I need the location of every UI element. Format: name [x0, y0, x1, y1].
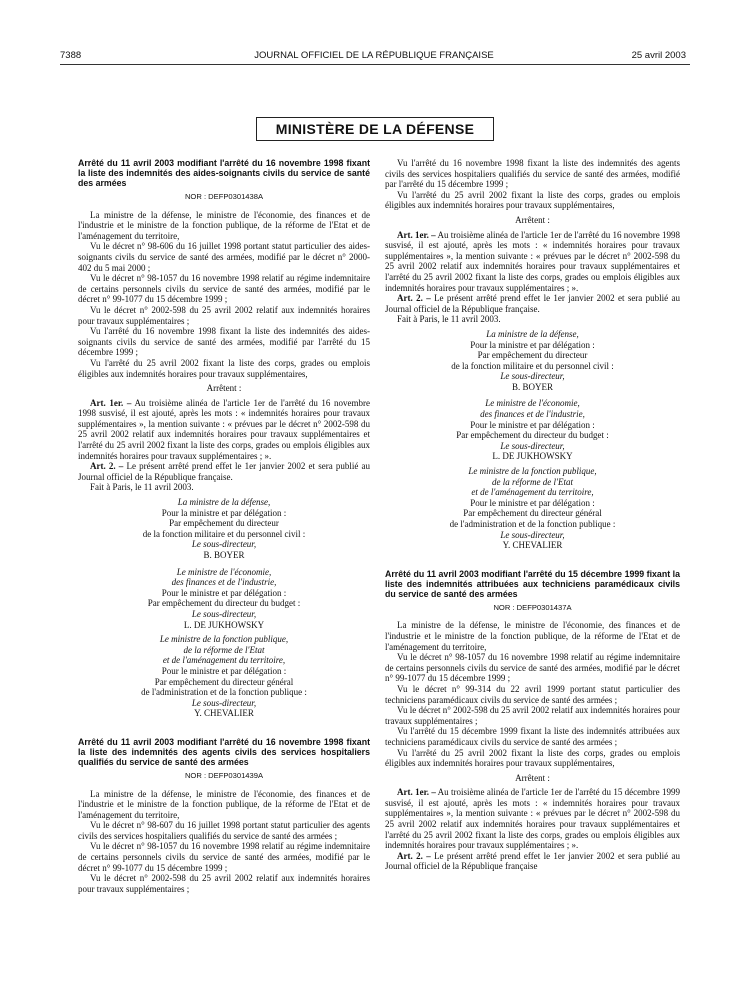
paragraph: Vu le décret n° 2002-598 du 25 avril 2002 relatif aux indemnités horaires pour travaux supplémentaires ; [78, 873, 370, 894]
left-column [78, 158, 370, 894]
signature-line: Par empêchement du directeur [169, 518, 279, 529]
signature-line: de la fonction militaire et du personnel civil : [142, 528, 306, 539]
article-label: Art. 2. – [90, 461, 124, 472]
signatory-name: L. DE JUKHOWSKY [492, 451, 573, 462]
paragraph: La ministre de la défense, le ministre de l'économie, des finances et de l'industrie et le ministre de la fonction publique, de la réforme de l'Etat et de l'aménagement du territoire, [78, 209, 370, 241]
paragraph: Vu l'arrêté du 15 décembre 1999 fixant la liste des indemnités attribuées aux techniciens paramédicaux civils du service de santé des armées ; [385, 726, 680, 747]
signature-line: Par empêchement du directeur général [154, 676, 294, 687]
article-text: Au troisième alinéa de l'article 1er de l'arrêté du 15 décembre 1999 susvisé, il est ajouté, après les mots : « indemnités horaires pour travaux supplémentaires », la mention suivante : « prévues par le décret n° 2002-598 du 25 avril 2002 relatif aux indemnités horaires pour travaux supplémentaires et l'arrêté du 25 avril 2002 fixant la liste des corps, grades ou emplois éligibles aux indemnités horaires pour travaux supplémentaires ; ». [385, 787, 680, 851]
article-text: Le présent arrêté prend effet le 1er janvier 2002 et sera publié au Journal officiel de la République française [385, 850, 680, 872]
signatory-name: L. DE JUKHOWSKY [183, 619, 265, 630]
paragraph: Vu l'arrêté du 25 avril 2002 fixant la liste des corps, grades ou emplois éligibles aux indemnités horaires pour travaux supplémentaires, [78, 357, 370, 379]
signature-line: Par empêchement du directeur du budget : [147, 598, 301, 609]
signature-line: Pour la ministre et par délégation : [470, 339, 595, 350]
signature-line: Le sous-directeur, [500, 529, 565, 540]
decree-title: Arrêté du 11 avril 2003 modifiant l'arrêté du 16 novembre 1998 fixant la liste des indemnités des aides-soignants civils du service de santé des armées [78, 158, 370, 188]
signature-line: de la réforme de l'Etat [492, 476, 573, 487]
paragraph: La ministre de la défense, le ministre de l'économie, des finances et de l'industrie et le ministre de la fonction publique, de la réforme de l'Etat et de l'aménagement du territoire, [78, 788, 370, 820]
signature-line: Le sous-directeur, [191, 608, 257, 619]
paragraph: Vu le décret n° 98-1057 du 16 novembre 1998 relatif au régime indemnitaire de certains personnels civils du service de santé des armées, modifié par le décret n° 99-1077 du 15 décembre 1999 ; [78, 273, 370, 305]
signature-line: Le ministre de l'économie, [176, 566, 272, 577]
paragraph: Vu l'arrêté du 25 avril 2002 fixant la liste des corps, grades ou emplois éligibles aux indemnités horaires pour travaux supplémentaires, [385, 747, 680, 769]
header-rule [60, 64, 690, 65]
signature-line: Le ministre de l'économie, [485, 398, 580, 409]
signatory-name: B. BOYER [511, 381, 553, 392]
signature-line: Le sous-directeur, [500, 371, 565, 382]
nor-reference: NOR : DEFP0301438A [184, 192, 264, 201]
article-label: Art. 1er. – [397, 787, 436, 798]
signature-line: et de l'aménagement du territoire, [162, 655, 286, 666]
article-2 [78, 461, 370, 482]
signature-line: Pour le ministre et par délégation : [470, 419, 595, 430]
paragraph: Vu le décret n° 98-1057 du 16 novembre 1998 relatif au régime indemnitaire de certains personnels civils du service de santé des armées, modifié par le décret n° 99-1077 du 15 décembre 1999 ; [78, 841, 370, 873]
article-text: Le présent arrêté prend effet le 1er janvier 2002 et sera publié au Journal officiel de la République française. [78, 461, 370, 482]
decree-title: Arrêté du 11 avril 2003 modifiant l'arrêté du 16 novembre 1998 fixant la liste des indemnités des agents civils des services hospitaliers qualifiés du service de santé des armées [78, 736, 370, 767]
signature-line: Par empêchement du directeur du budget : [456, 430, 609, 441]
signature-line: Le ministre de la fonction publique, [468, 466, 597, 477]
signature-line: Le sous-directeur, [191, 539, 257, 550]
article-label: Art. 2. – [397, 850, 431, 861]
signature-line: de l'administration et de la fonction publique : [141, 687, 307, 698]
arretent: Arrêtent : [515, 214, 550, 225]
signature-line: La ministre de la défense, [486, 328, 579, 339]
nor-reference: NOR : DEFP0301437A [493, 602, 572, 612]
signatory-name: Y. CHEVALIER [194, 708, 254, 719]
signature-line: Le sous-directeur, [500, 440, 565, 451]
arretent: Arrêtent : [515, 772, 550, 783]
arretent: Arrêtent : [206, 383, 242, 394]
nor-reference: NOR : DEFP0301439A [184, 770, 264, 780]
fait-a-paris: Fait à Paris, le 11 avril 2003. [397, 314, 501, 325]
signature-line: Le ministre de la fonction publique, [159, 634, 289, 645]
ministry-heading: MINISTÈRE DE LA DÉFENSE [256, 117, 494, 141]
page-number: 7388 [60, 50, 82, 61]
signature-line: Pour le ministre et par délégation : [470, 497, 595, 508]
signature-line: Par empêchement du directeur général [463, 508, 602, 519]
article-text: Au troisième alinéa de l'article 1er de l'arrêté du 16 novembre 1998 susvisé, il est ajouté, après les mots : « indemnités horaires pour travaux supplémentaires », la mention suivante : « prévues par le décret n° 2002-598 du 25 avril 2002 relatif aux indemnités horaires pour travaux supplémentaires et l'arrêté du 25 avril 2002 fixant la liste des corps, grades ou emplois éligibles aux indemnités horaires pour travaux supplémentaires ; ». [78, 397, 370, 461]
journal-title: JOURNAL OFFICIEL DE LA RÉPUBLIQUE FRANÇAISE [254, 50, 494, 61]
signatory-name: Y. CHEVALIER [502, 540, 563, 551]
article-text: Le présent arrêté prend effet le 1er janvier 2002 et sera publié au Journal officiel de la République française. [385, 293, 680, 314]
article-label: Art. 1er. – [397, 229, 436, 240]
article-1 [385, 787, 680, 851]
paragraph: Vu le décret n° 2002-598 du 25 avril 2002 relatif aux indemnités horaires pour travaux supplémentaires ; [385, 705, 680, 726]
decree-title: Arrêté du 11 avril 2003 modifiant l'arrêté du 15 décembre 1999 fixant la liste des indemnités attribuées aux techniciens paramédicaux civils du service de santé des armées [385, 568, 680, 599]
article-label: Art. 1er. – [90, 397, 132, 408]
signature-line: de l'administration et de la fonction publique : [449, 519, 616, 529]
article-2 [385, 851, 680, 872]
right-column [385, 158, 680, 872]
article-1 [385, 230, 680, 294]
paragraph: Vu le décret n° 99-314 du 22 avril 1999 portant statut particulier des techniciens paramédicaux civils du service de santé des armées ; [385, 683, 680, 705]
signature-line: de la réforme de l'Etat [183, 644, 265, 655]
article-2 [385, 293, 680, 314]
signature-line: Pour la ministre et par délégation : [161, 507, 287, 518]
paragraph: Vu l'arrêté du 25 avril 2002 fixant la liste des corps, grades ou emplois éligibles aux indemnités horaires pour travaux supplémentaires, [385, 189, 680, 211]
signature-line: Le sous-directeur, [191, 697, 257, 708]
paragraph: Vu le décret n° 98-1057 du 16 novembre 1998 relatif au régime indemnitaire de certains personnels civils du service de santé des armées, modifié par le décret n° 99-1077 du 15 décembre 1999 ; [385, 652, 680, 684]
paragraph: Vu le décret n° 98-606 du 16 juillet 1998 portant statut particulier des aides-soignants civils du service de santé des armées, modifié par le décret n° 2000-402 du 5 mai 2000 ; [78, 241, 370, 273]
signature-line: La ministre de la défense, [177, 497, 271, 508]
fait-a-paris: Fait à Paris, le 11 avril 2003. [90, 482, 194, 493]
paragraph: Vu l'arrêté du 16 novembre 1998 fixant la liste des indemnités des agents civils des services hospitaliers qualifiés du service de santé des armées, modifié par l'arrêté du 15 décembre 1999 ; [385, 158, 680, 190]
paragraph: Vu le décret n° 98-607 du 16 juillet 1998 portant statut particulier des agents civils des services hospitaliers qualifiés du service de santé des armées ; [78, 820, 370, 841]
signature-line: Par empêchement du directeur [477, 350, 588, 361]
signature-line: des finances et de l'industrie, [171, 577, 277, 588]
paragraph: Vu l'arrêté du 16 novembre 1998 fixant la liste des indemnités des aides-soignants civils du service de santé des armées, modifié par l'arrêté du 15 décembre 1999 ; [78, 326, 370, 358]
signature-line: des finances et de l'industrie, [480, 409, 585, 420]
signature-line: Pour le ministre et par délégation : [161, 665, 287, 676]
signature-line: Pour le ministre et par délégation : [161, 587, 287, 598]
article-1 [78, 398, 370, 462]
signature-line: de la fonction militaire et du personnel civil : [451, 360, 614, 371]
paragraph: Vu le décret n° 2002-598 du 25 avril 2002 relatif aux indemnités horaires pour travaux supplémentaires ; [78, 304, 370, 326]
signatory-name: B. BOYER [203, 550, 245, 560]
article-label: Art. 2. – [397, 293, 431, 304]
paragraph: La ministre de la défense, le ministre de l'économie, des finances et de l'industrie et le ministre de la fonction publique, de la réforme de l'Etat et de l'aménagement du territoire, [385, 620, 680, 652]
signature-line: et de l'aménagement du territoire, [471, 487, 594, 498]
article-text: Au troisième alinéa de l'article 1er de l'arrêté du 16 novembre 1998 susvisé, il est ajouté, après les mots : « indemnités horaires pour travaux supplémentaires », la mention suivante : « prévues par le décret n° 2002-598 du 25 avril 2002 relatif aux indemnités horaires pour travaux supplémentaires et l'arrêté du 25 avril 2002 fixant la liste des corps, grades ou emplois éligibles aux indemnités horaires pour travaux supplémentaires ; ». [385, 229, 681, 293]
issue-date: 25 avril 2003 [631, 50, 686, 61]
